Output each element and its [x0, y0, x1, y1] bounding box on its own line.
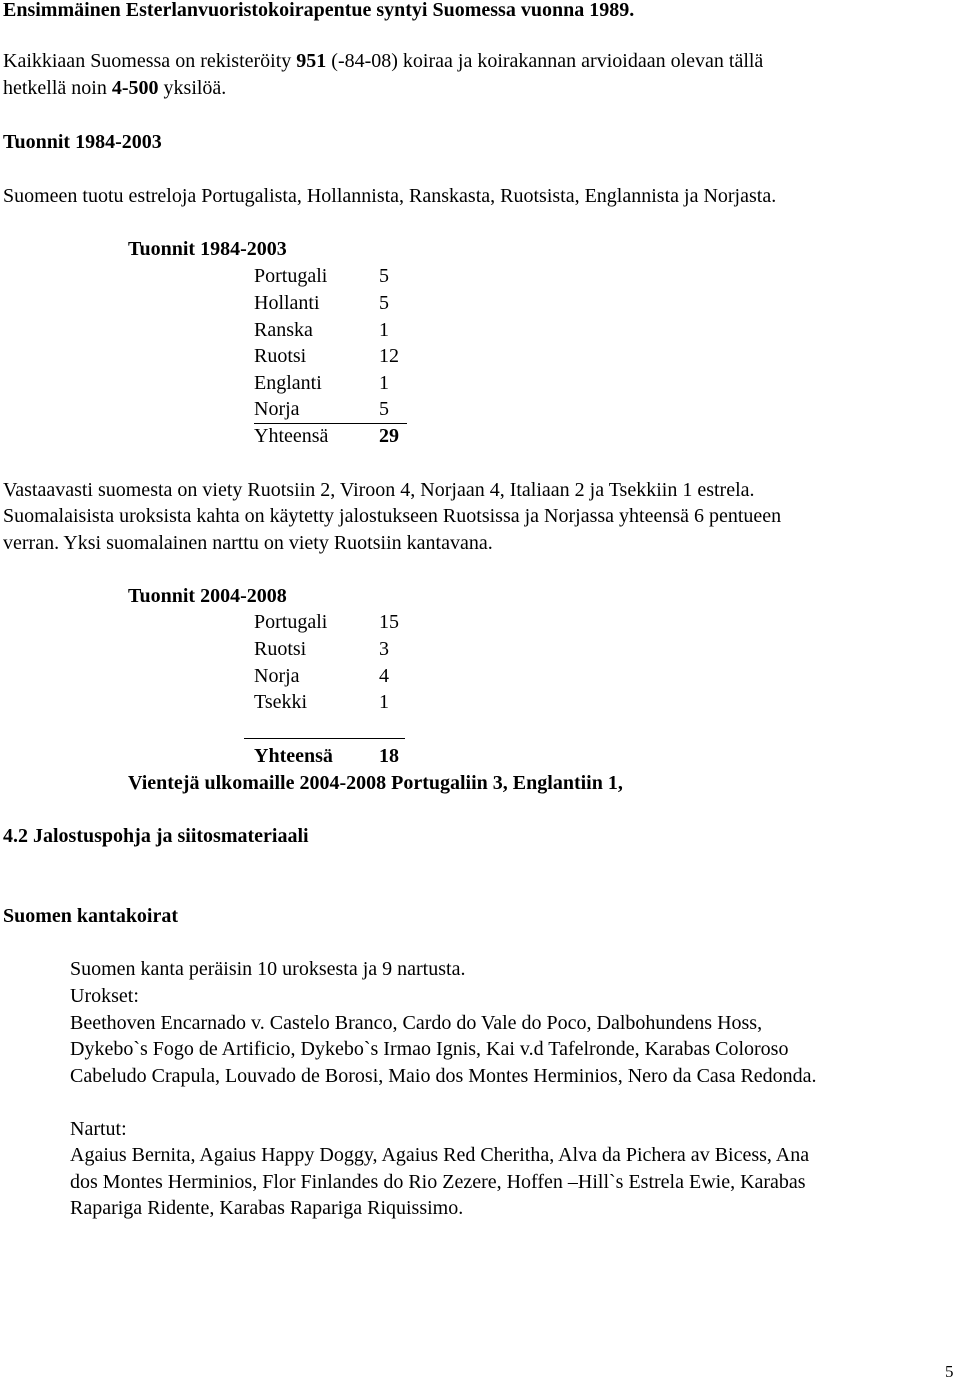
section-subtitle: Suomen kantakoirat [3, 905, 179, 927]
table-row: Norja 4 [254, 665, 389, 687]
origin-text: Suomen kanta peräisin 10 uroksesta ja 9 nartusta. [70, 958, 466, 980]
table1-title: Tuonnit 1984-2003 [128, 238, 287, 260]
table2-total-rule [244, 738, 405, 739]
table-row: Tsekki 1 [254, 691, 389, 713]
imports-section-text: Suomeen tuotu estreloja Portugalista, Hollannista, Ranskasta, Ruotsista, Englannista ja Norjasta. [3, 185, 777, 207]
table-row: Ruotsi 3 [254, 638, 389, 660]
page-number: 5 [945, 1362, 954, 1381]
table-row: Ranska 1 [254, 319, 389, 341]
males-line-3: Cabeludo Crapula, Louvado de Borosi, Maio dos Montes Herminios, Nero da Casa Redonda. [70, 1065, 817, 1087]
table-row: Ruotsi 12 [254, 345, 399, 367]
males-line-1: Beethoven Encarnado v. Castelo Branco, Cardo do Vale do Poco, Dalbohundens Hoss, [70, 1012, 763, 1034]
table1-total-row: Yhteensä 29 [254, 425, 399, 447]
females-line-3: Rapariga Ridente, Karabas Rapariga Riquissimo. [70, 1197, 464, 1219]
exports-text-line-1: Vastaavasti suomesta on viety Ruotsiin 2, Viroon 4, Norjaan 4, Italiaan 2 ja Tsekkiin 1 estrela. [3, 479, 755, 501]
females-label: Nartut: [70, 1118, 127, 1140]
table2-title: Tuonnit 2004-2008 [128, 585, 287, 607]
males-line-2: Dykebo`s Fogo de Artificio, Dykebo`s Irmao Ignis, Kai v.d Tafelronde, Karabas Coloroso [70, 1038, 789, 1060]
table-row: Hollanti 5 [254, 292, 389, 314]
intro-heading: Ensimmäinen Esterlanvuoristokoirapentue syntyi Suomessa vuonna 1989. [3, 0, 635, 21]
table-row: Portugali 5 [254, 265, 389, 287]
table-row: Norja 5 [254, 398, 389, 420]
table-row: Portugali 15 [254, 611, 399, 633]
table-row: Englanti 1 [254, 372, 389, 394]
intro-paragraph-line-2: hetkellä noin 4-500 yksilöä. [3, 77, 227, 99]
exports-text-line-2: Suomalaisista uroksista kahta on käytetty jalostukseen Ruotsissa ja Norjassa yhteensä 6 pentueen [3, 505, 782, 527]
table2-total-row: Yhteensä 18 [254, 745, 399, 767]
intro-paragraph-line-1: Kaikkiaan Suomessa on rekisteröity 951 (-84-08) koiraa ja koirakannan arvioidaan olevan tällä [3, 50, 764, 72]
females-line-2: dos Montes Herminios, Flor Finlandes do Rio Zezere, Hoffen –Hill`s Estrela Ewie, Karabas [70, 1171, 806, 1193]
females-line-1: Agaius Bernita, Agaius Happy Doggy, Agaius Red Cheritha, Alva da Pichera av Bicess, Ana [70, 1144, 810, 1166]
males-label: Urokset: [70, 985, 139, 1007]
section-title: 4.2 Jalostuspohja ja siitosmateriaali [3, 825, 309, 847]
imports-section-title: Tuonnit 1984-2003 [3, 131, 162, 153]
exports-text-line-3: verran. Yksi suomalainen narttu on viety Ruotsiin kantavana. [3, 532, 493, 554]
exports-2004-2008-note: Vientejä ulkomaille 2004-2008 Portugaliin 3, Englantiin 1, [128, 772, 623, 794]
